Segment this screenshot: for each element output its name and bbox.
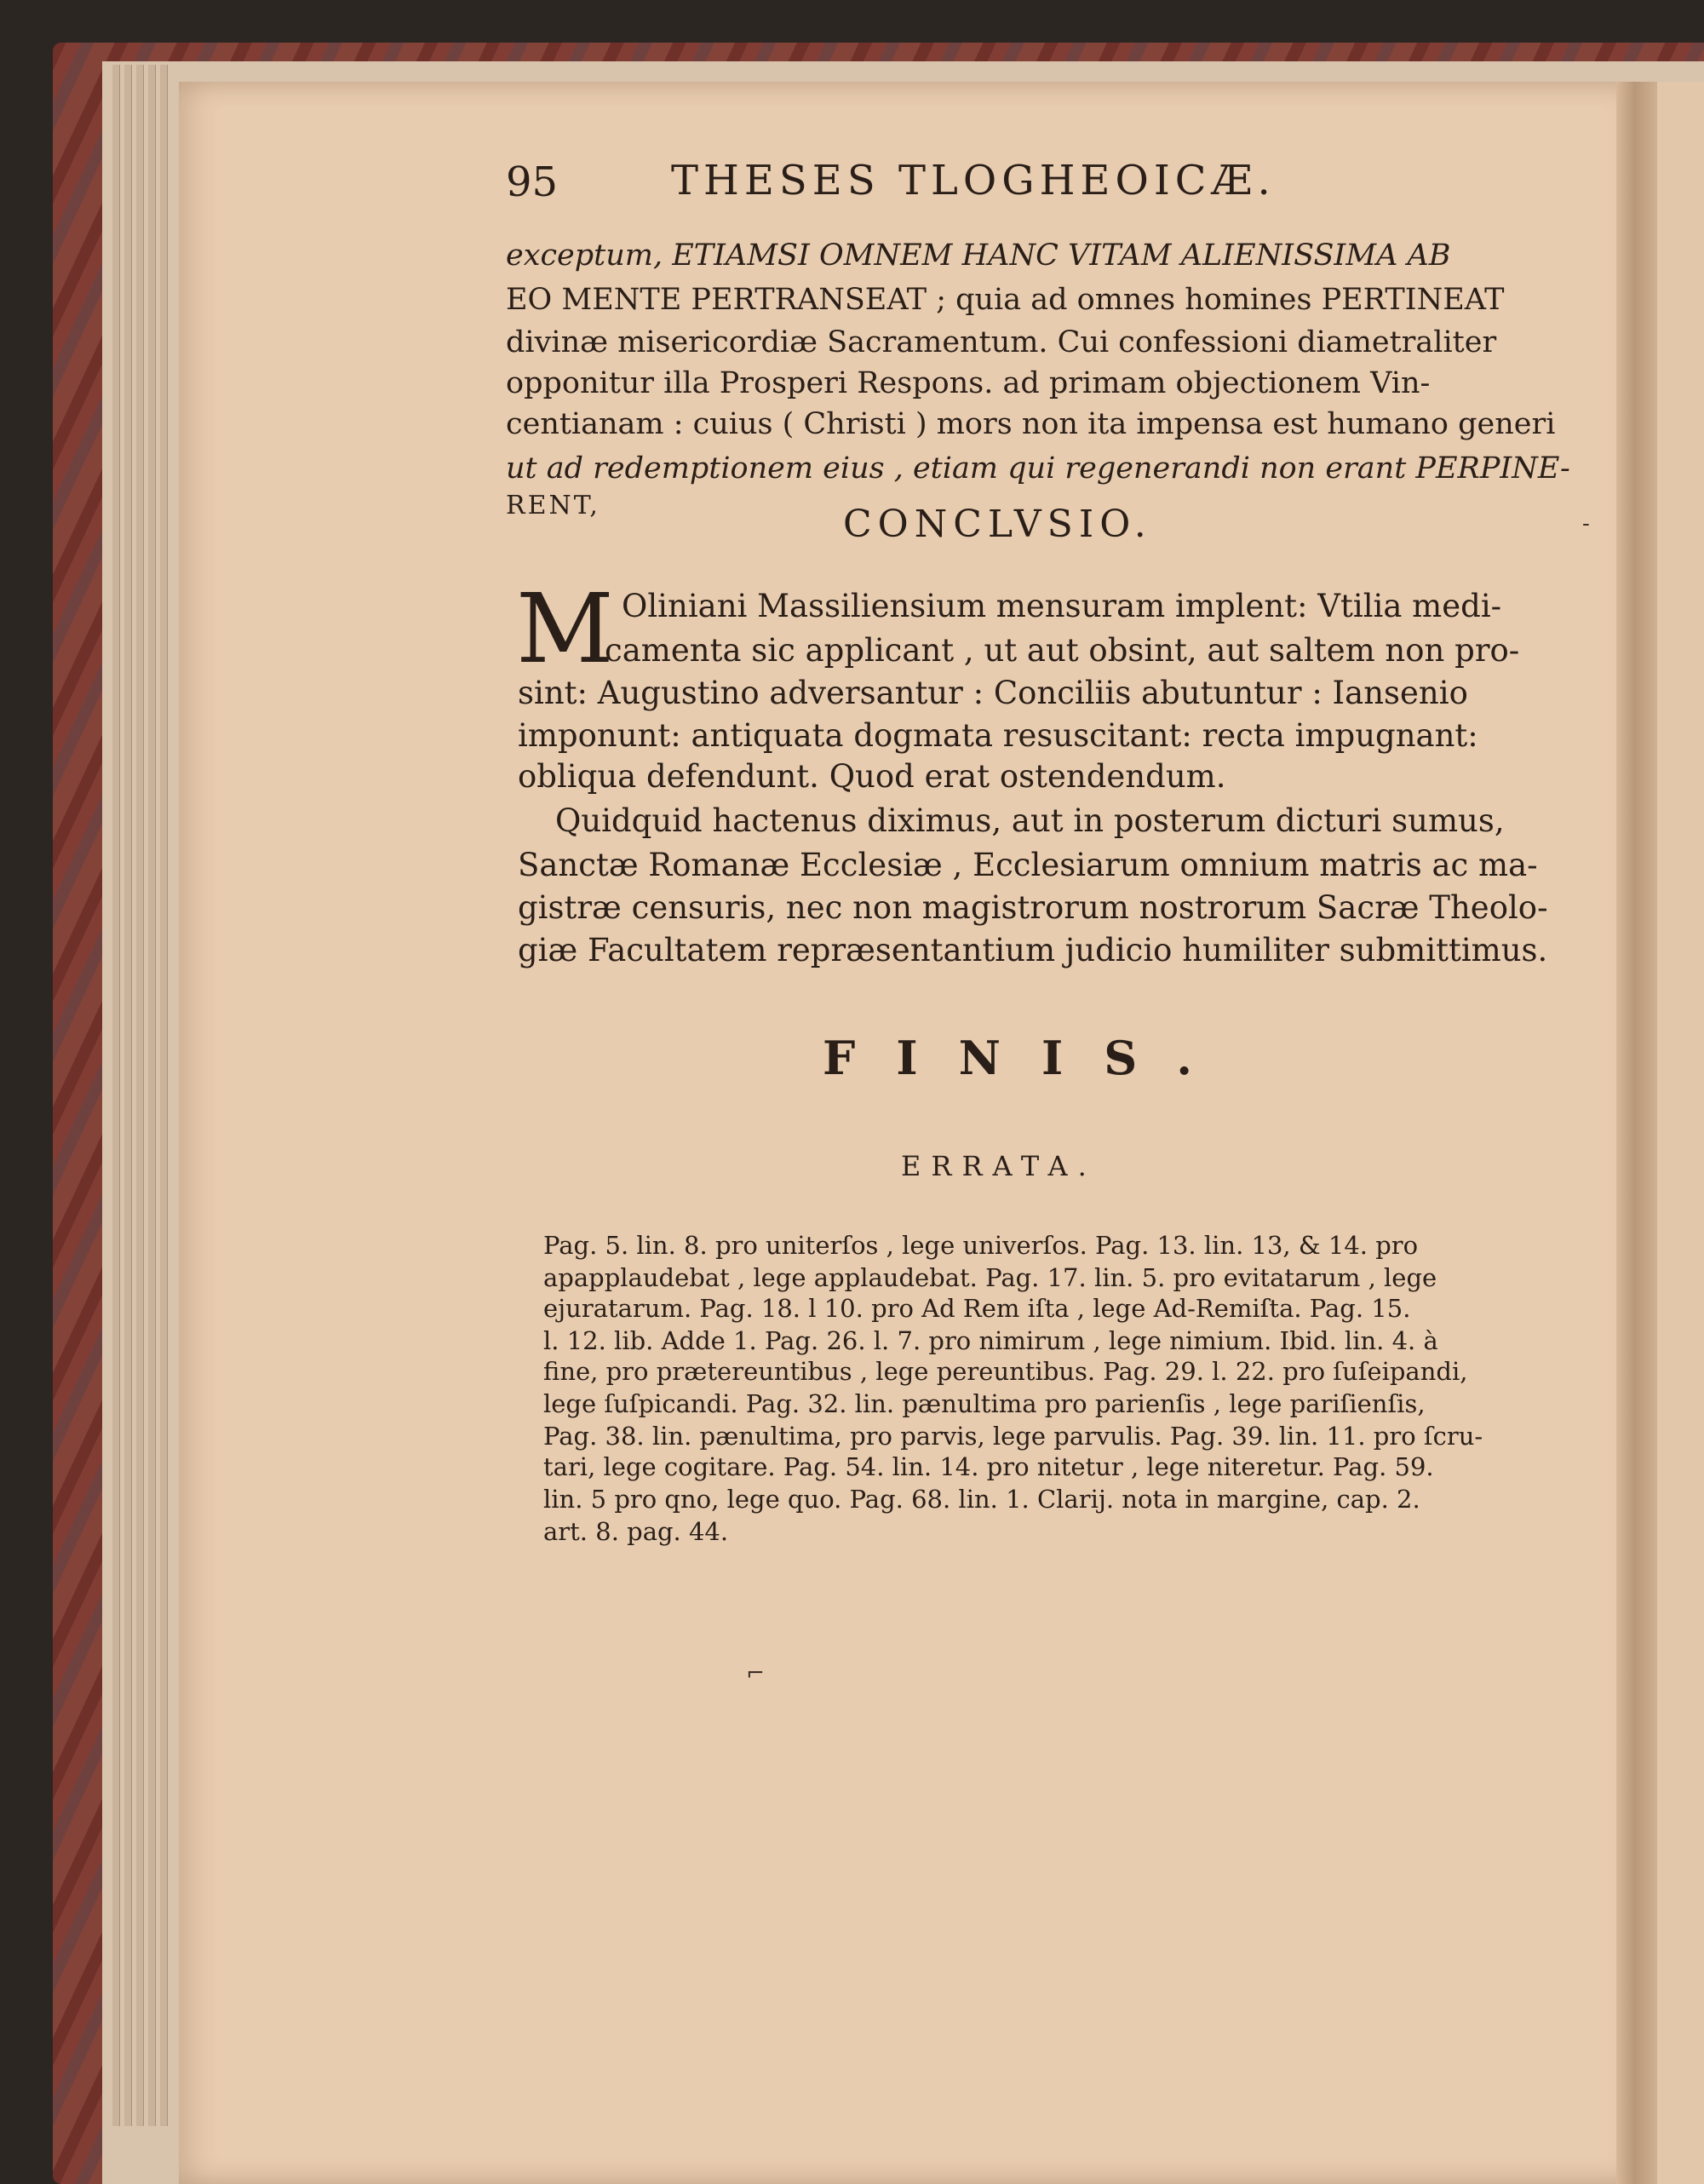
- text-line: exceptum, ETIAMSI OMNEM HANC VITAM ALIENISSIMA AB: [506, 239, 1451, 273]
- errata-heading: ERRATA.: [901, 1150, 1097, 1182]
- text-line: EO MENTE PERTRANSEAT ; quia ad omnes homines PERTINEAT: [506, 283, 1505, 317]
- text-line: gistræ censuris, nec non magistrorum nostrorum Sacræ Theolo-: [518, 889, 1548, 926]
- text-line: obliqua defendunt. Quod erat ostendendum.: [518, 758, 1226, 795]
- page-number: 95: [506, 158, 559, 206]
- text-line: centianam : cuius ( Christi ) mors non ita impensa est humano generi: [506, 407, 1556, 441]
- errata-line: fine, pro prætereuntibus , lege pereuntibus. Pag. 29. l. 22. pro ſuſeipandi,: [543, 1357, 1468, 1386]
- page-edge: [136, 65, 144, 2126]
- text-line: giæ Facultatem repræsentantium judicio humiliter submittimus.: [518, 932, 1548, 968]
- text-line: Sanctæ Romanæ Ecclesiæ , Ecclesiarum omnium matris ac ma-: [518, 847, 1538, 883]
- section-heading: CONCLVSIO.: [843, 503, 1152, 546]
- errata-line: tari, lege cogitare. Pag. 54. lin. 14. pro nitetur , lege niteretur. Pag. 59.: [543, 1452, 1434, 1481]
- facing-page-edge: [1657, 82, 1704, 2184]
- paper-mark: -: [1582, 511, 1590, 537]
- text-line: camenta sic applicant , ut aut obsint, aut saltem non pro-: [605, 632, 1520, 669]
- errata-line: Pag. 38. lin. pænultima, pro parvis, lege parvulis. Pag. 39. lin. 11. pro ſcru-: [543, 1422, 1483, 1451]
- text-line: ut ad redemptionem eius , etiam qui regenerandi non erant PERPINE-: [506, 451, 1570, 486]
- errata-line: l. 12. lib. Adde 1. Pag. 26. l. 7. pro nimirum , lege nimium. Ibid. lin. 4. à: [543, 1326, 1438, 1355]
- book-gutter: [1616, 82, 1657, 2184]
- page-edge: [148, 65, 156, 2126]
- text-line: sint: Augustino adversantur : Conciliis abutuntur : Iansenio: [518, 675, 1468, 711]
- finis-heading: FINIS.: [823, 1031, 1234, 1085]
- text-line: divinæ misericordiæ Sacramentum. Cui confessioni diametraliter: [506, 325, 1497, 359]
- errata-line: ejuratarum. Pag. 18. l 10. pro Ad Rem iſta , lege Ad-Remiſta. Pag. 15.: [543, 1294, 1411, 1323]
- text-line: opponitur illa Prosperi Respons. ad primam objectionem Vin-: [506, 366, 1431, 400]
- running-title: THESES TLOGHEOICÆ.: [671, 157, 1276, 204]
- errata-line: Pag. 5. lin. 8. pro uniterſos , lege univerſos. Pag. 13. lin. 13, & 14. pro: [543, 1231, 1419, 1260]
- text-line: Oliniani Massiliensium mensuram implent: Vtilia medi-: [622, 588, 1502, 624]
- text-line: RENT,: [506, 491, 600, 520]
- page-edge: [124, 65, 132, 2126]
- page-edge: [112, 65, 120, 2126]
- page-edge: [160, 65, 168, 2126]
- paper-mark: ⌐: [746, 1661, 765, 1687]
- errata-line: lege ſuſpicandi. Pag. 32. lin. pænultima pro parienſis , lege pariſienſis,: [543, 1389, 1426, 1418]
- text-line: imponunt: antiquata dogmata resuscitant: recta impugnant:: [518, 717, 1478, 754]
- text-line: Quidquid hactenus diximus, aut in posterum dicturi sumus,: [555, 802, 1505, 839]
- errata-line: lin. 5 pro qno, lege quo. Pag. 68. lin. 1. Clarij. nota in margine, cap. 2.: [543, 1485, 1420, 1514]
- drop-cap: M: [516, 574, 614, 685]
- errata-line: apapplaudebat , lege applaudebat. Pag. 17. lin. 5. pro evitatarum , lege: [543, 1263, 1437, 1292]
- errata-line: art. 8. pag. 44.: [543, 1517, 729, 1546]
